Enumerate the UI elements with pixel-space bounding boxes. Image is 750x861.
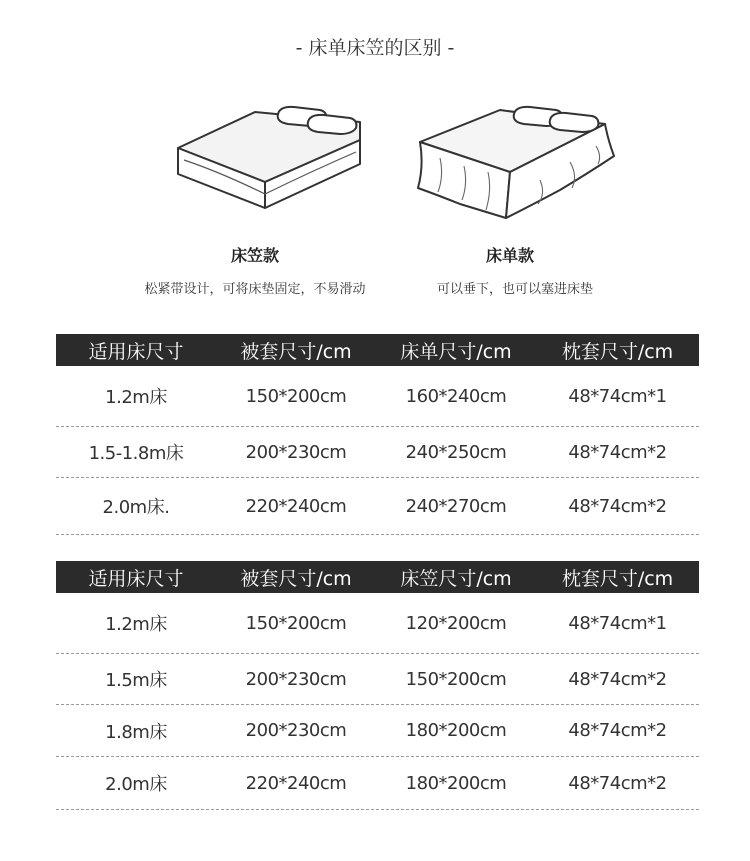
cell-sheet-size: 160*240cm xyxy=(405,385,507,407)
cell-pillowcase-size: 48*74cm*1 xyxy=(568,385,667,407)
cell-duvet-size: 150*200cm xyxy=(245,612,347,634)
cell-pillowcase-size: 48*74cm*2 xyxy=(568,441,667,463)
page-title: - 床单床笠的区别 - xyxy=(295,37,455,59)
cell-bed-size: 2.0m床 xyxy=(105,774,167,795)
header-pillowcase-size: 枕套尺寸/cm xyxy=(561,567,674,590)
header-duvet-size: 被套尺寸/cm xyxy=(240,340,352,363)
cell-pillowcase-size: 48*74cm*2 xyxy=(568,668,667,690)
cell-bed-size: 2.0m床. xyxy=(102,497,170,518)
header-pillowcase-size: 枕套尺寸/cm xyxy=(561,340,674,363)
table-row xyxy=(56,427,699,478)
cell-fitted-sheet-size: 180*200cm xyxy=(405,772,507,794)
table-header xyxy=(56,561,699,593)
flat-sheet-label: 床单款 xyxy=(485,246,534,265)
fitted-sheet-label: 床笠款 xyxy=(230,246,279,265)
flat-sheet-desc: 可以垂下，也可以塞进床垫 xyxy=(436,282,593,297)
cell-duvet-size: 150*200cm xyxy=(245,385,347,407)
cell-sheet-size: 240*270cm xyxy=(405,495,507,517)
cell-duvet-size: 200*230cm xyxy=(245,720,347,741)
cell-bed-size: 1.5m床 xyxy=(105,670,167,691)
table-row xyxy=(56,757,699,810)
cell-pillowcase-size: 48*74cm*1 xyxy=(568,612,667,634)
cell-duvet-size: 220*240cm xyxy=(245,495,347,517)
table-row xyxy=(56,705,699,757)
table-row xyxy=(56,366,699,427)
header-bed-size: 适用床尺寸 xyxy=(88,340,184,363)
header-sheet-size: 床单尺寸/cm xyxy=(400,340,512,363)
header-fitted-sheet-size: 床笠尺寸/cm xyxy=(400,567,512,590)
cell-bed-size: 1.8m床 xyxy=(105,721,167,743)
cell-bed-size: 1.2m床 xyxy=(105,387,167,408)
cell-duvet-size: 200*230cm xyxy=(245,441,347,463)
flat-sheet-bed-icon xyxy=(410,100,620,225)
cell-pillowcase-size: 48*74cm*2 xyxy=(568,720,667,741)
cell-bed-size: 1.5-1.8m床 xyxy=(88,443,184,464)
fitted-sheet-bed-icon xyxy=(170,100,370,215)
table-row xyxy=(56,478,699,535)
table-header xyxy=(56,334,699,366)
table-row xyxy=(56,654,699,705)
cell-sheet-size: 240*250cm xyxy=(405,441,507,463)
flat-sheet-size-table xyxy=(56,334,699,535)
cell-fitted-sheet-size: 150*200cm xyxy=(405,668,507,690)
cell-pillowcase-size: 48*74cm*2 xyxy=(568,772,667,794)
fitted-sheet-desc: 松紧带设计，可将床垫固定，不易滑动 xyxy=(144,282,366,297)
header-duvet-size: 被套尺寸/cm xyxy=(240,567,352,590)
cell-duvet-size: 200*230cm xyxy=(245,668,347,690)
cell-fitted-sheet-size: 180*200cm xyxy=(405,720,507,741)
cell-pillowcase-size: 48*74cm*2 xyxy=(568,495,667,517)
fitted-sheet-size-table xyxy=(56,561,699,810)
cell-duvet-size: 220*240cm xyxy=(245,772,347,794)
table-row xyxy=(56,593,699,654)
header-bed-size: 适用床尺寸 xyxy=(88,567,184,590)
cell-bed-size: 1.2m床 xyxy=(105,614,167,635)
cell-fitted-sheet-size: 120*200cm xyxy=(405,612,507,634)
